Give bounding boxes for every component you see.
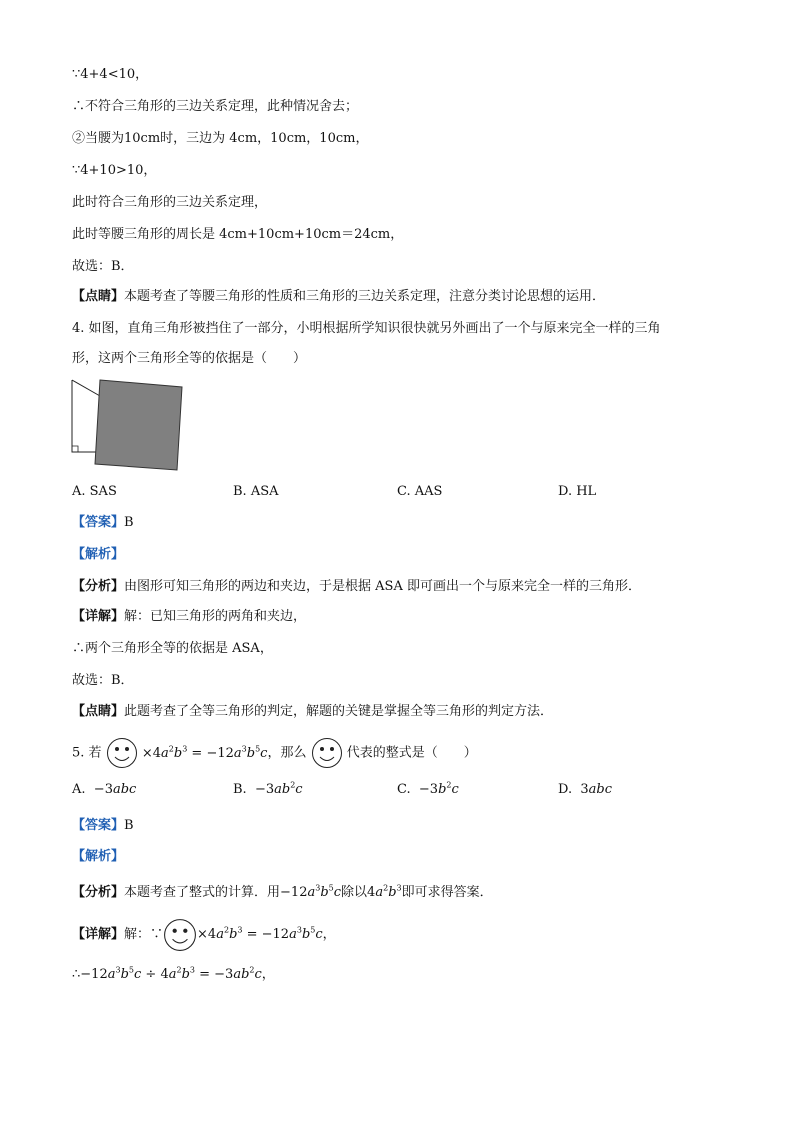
answer-tag: 【答案】 xyxy=(72,515,125,530)
q4-fenxi xyxy=(72,578,641,596)
q4-xiangjie xyxy=(72,608,306,626)
q5-fenxi: 【分析】本题考查了整式的计算．用$-12a^3b^5c$除以$4a^2b^3$即可求得答案． xyxy=(72,883,493,900)
option-label: C. xyxy=(397,782,411,797)
fenxi-c: 即可求得答案． xyxy=(401,885,493,900)
fenxi-a: 本题考查了整式的计算．用 xyxy=(124,885,281,900)
q5-mid: ，那么 xyxy=(267,745,307,761)
answer-value: B xyxy=(124,818,134,833)
q5-equation: $\times 4a^2b^3 = -12a^3b^5c$ xyxy=(141,744,268,761)
xiangjie-tag: 【详解】 xyxy=(72,927,125,942)
q4-note xyxy=(72,703,553,721)
q5-xiangjie xyxy=(72,917,336,953)
q5-prefix: 5. 若 xyxy=(72,745,102,761)
text-line: ∵4+4<10， xyxy=(72,67,149,82)
cover-square xyxy=(95,380,182,470)
analysis-tag: 【解析】 xyxy=(72,547,125,562)
fenxi-tag: 【分析】 xyxy=(72,885,125,900)
q4-stem-line2: 形，这两个三角形全等的依据是（ ） xyxy=(72,351,307,366)
xiangjie-text: 解：已知三角形的两角和夹边， xyxy=(124,609,307,624)
q4-answer xyxy=(72,514,134,532)
option-label: D. xyxy=(558,782,573,797)
option-label: A. xyxy=(72,782,86,797)
text-line: ∴不符合三角形的三边关系定理，此种情况舍去； xyxy=(72,99,359,114)
q4-option-d: D. HL xyxy=(558,484,597,499)
analysis-tag: 【解析】 xyxy=(72,849,125,864)
fenxi-text: 由图形可知三角形的两边和夹边，于是根据 ASA 即可画出一个与原来完全一样的三角形． xyxy=(124,579,641,594)
q5-answer xyxy=(72,817,134,835)
q5-stem xyxy=(72,737,477,769)
text-line: ②当腰为10cm时，三边为 4cm，10cm，10cm， xyxy=(72,131,369,146)
xiangjie-prefix: 解：∵ xyxy=(124,927,164,942)
option-label: B. xyxy=(233,782,247,797)
note-line xyxy=(72,288,605,306)
text-line: 此时符合三角形的三边关系定理， xyxy=(72,195,268,210)
q4-choose: 故选：B． xyxy=(72,673,134,688)
q4-option-c: C. AAS xyxy=(397,484,443,499)
smiley-face-icon xyxy=(163,918,197,952)
answer-value: B xyxy=(124,515,134,530)
result-prefix: ∴ xyxy=(72,967,81,982)
q4-option-a: A. SAS xyxy=(72,484,117,499)
note-text: 本题考查了等腰三角形的性质和三角形的三边关系定理，注意分类讨论思想的运用． xyxy=(124,289,606,304)
q4-conclude: ∴两个三角形全等的依据是 ASA， xyxy=(72,641,273,656)
xiangjie-tag: 【详解】 xyxy=(72,609,125,624)
q5-result: $\therefore-12a^3b^5c \div 4a^2b^3 = -3ab^2c$， xyxy=(72,965,275,982)
q5-analysis-tag xyxy=(72,848,124,866)
q4-stem-line1: 4. 如图，直角三角形被挡住了一部分，小明根据所学知识很快就另外画出了一个与原来完全一样的三角 xyxy=(72,321,661,336)
q5-option-a: A. −3abc xyxy=(72,782,137,797)
q5-option-c: C. $-3b^2c$ xyxy=(397,780,459,797)
fenxi-tag: 【分析】 xyxy=(72,579,125,594)
q4-option-b: B. ASA xyxy=(233,484,279,499)
note-tag: 【点睛】 xyxy=(72,704,125,719)
q5-suffix: 代表的整式是（ ） xyxy=(346,745,477,761)
q4-analysis-tag xyxy=(72,546,124,564)
text-line: 故选：B． xyxy=(72,259,134,274)
text-line: 此时等腰三角形的周长是 4cm+10cm+10cm＝24cm， xyxy=(72,227,404,242)
answer-tag: 【答案】 xyxy=(72,818,125,833)
xiangjie-equation: $\times 4a^2b^3 = -12a^3b^5c$， xyxy=(197,925,336,942)
smiley-face-icon xyxy=(106,737,138,769)
text-line: ∵4+10>10， xyxy=(72,163,157,178)
q5-option-b: B. $-3ab^2c$ xyxy=(233,780,303,797)
q5-option-d: D. 3abc xyxy=(558,782,612,797)
smiley-face-icon xyxy=(311,737,343,769)
q4-figure xyxy=(70,378,186,474)
note-text: 此题考查了全等三角形的判定，解题的关键是掌握全等三角形的判定方法． xyxy=(124,704,554,719)
note-tag: 【点睛】 xyxy=(72,289,125,304)
fenxi-b: 除以 xyxy=(341,885,368,900)
